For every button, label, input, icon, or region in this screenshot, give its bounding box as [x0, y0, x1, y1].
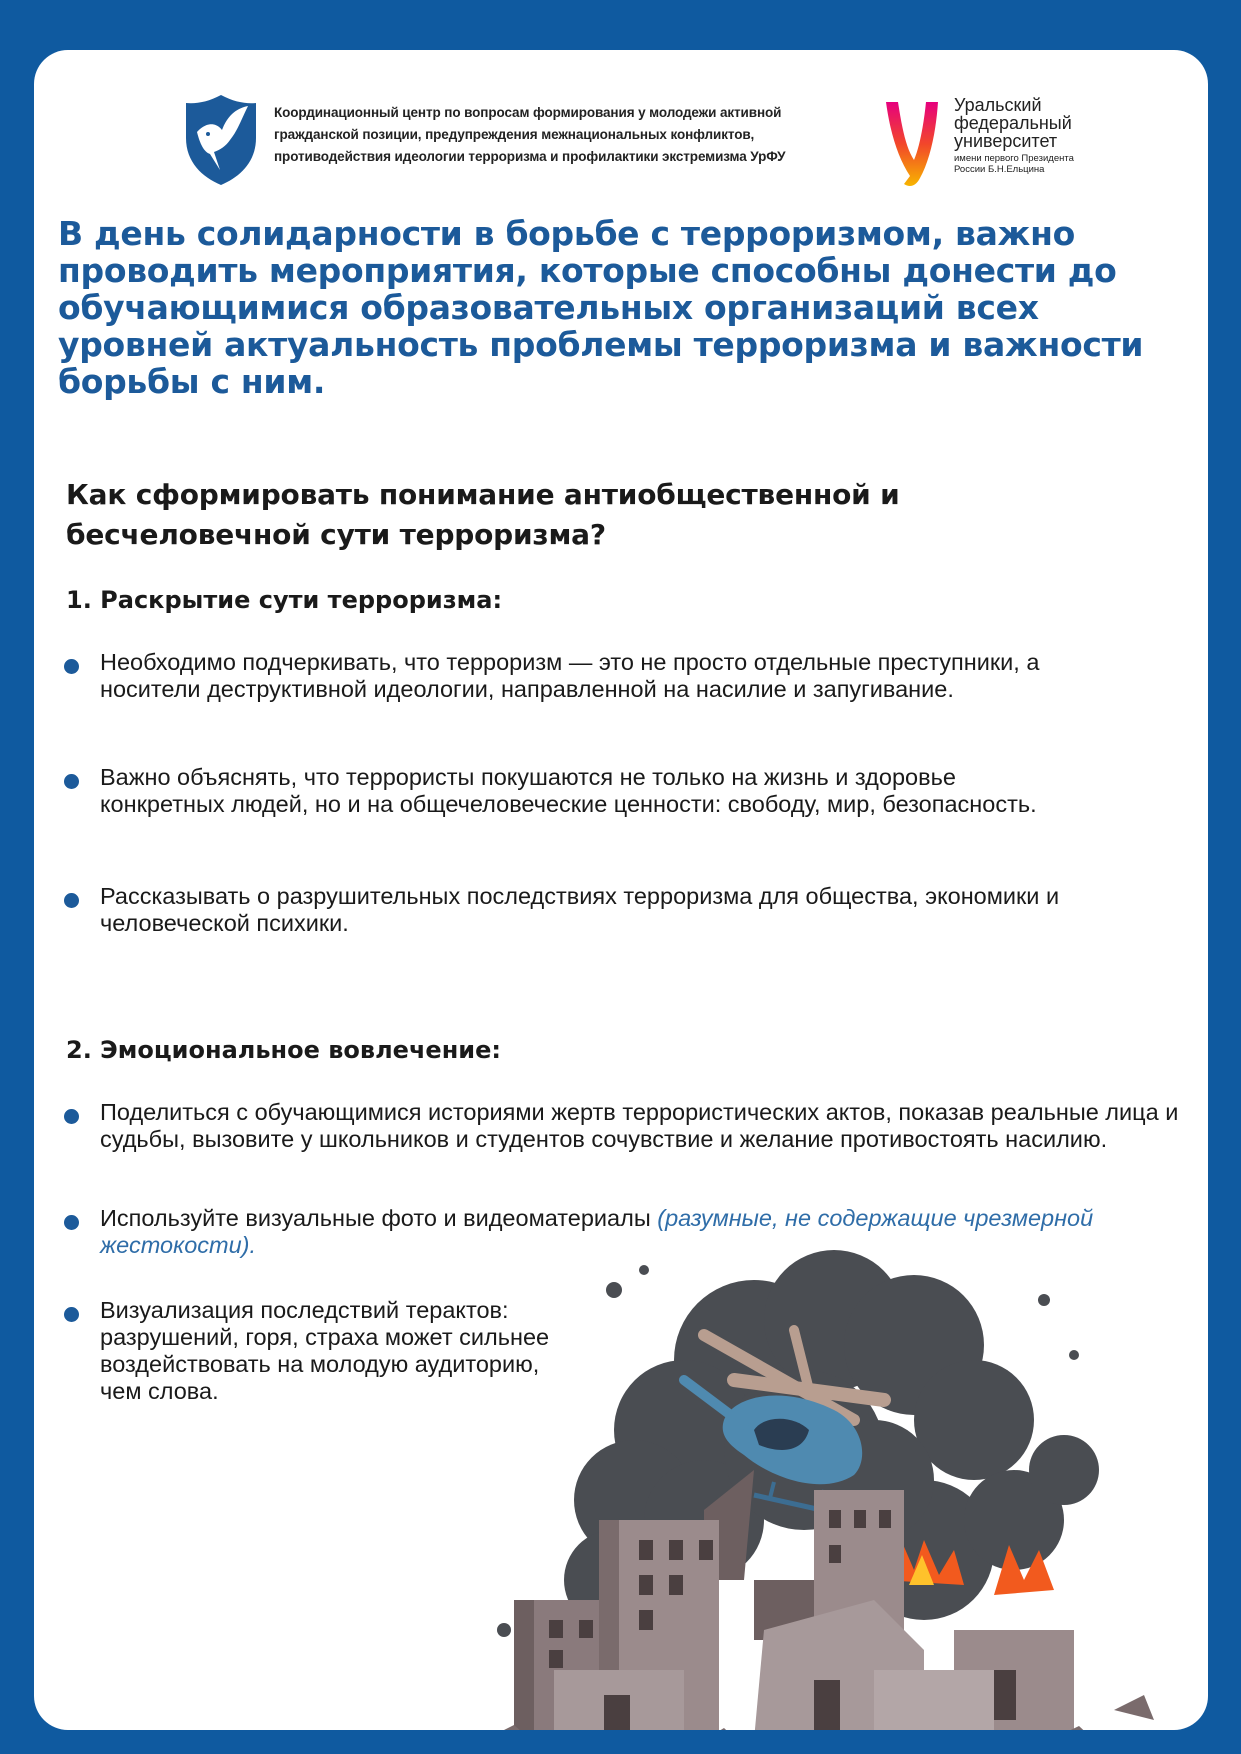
bullet-dot-icon [64, 659, 79, 674]
urfu-wordmark [954, 96, 1104, 175]
destroyed-city-illustration [454, 1250, 1208, 1730]
shield-dove-icon [182, 92, 260, 187]
center-name: Координационный центр по вопросам формирования у молодежи активной гражданской позиции, предупреждения межнациональных конфликтов, противодействия идеологии терроризма и профилактики экстремизма УрФУ [274, 105, 786, 164]
list-item-text: Визуализация последствий терактов: разрушений, горя, страха может сильнее воздействовать на молодую аудиторию, чем слова. [100, 1297, 550, 1404]
urfu-name: Уральский федеральный университет [954, 95, 1072, 151]
list-item-text: Рассказывать о разрушительных последствиях терроризма для общества, экономики и человеческой психики. [100, 883, 1060, 936]
list-item-note: (разумные, не содержащие чрезмерной жестокости). [100, 1205, 1094, 1258]
list-item-text: Важно объяснять, что террористы покушаются не только на жизнь и здоровье конкретных людей, но и на общечеловеческие ценности: свободу, мир, безопасность. [100, 764, 1037, 817]
header [182, 92, 1102, 192]
list-item [64, 1099, 1179, 1153]
bullet-dot-icon [64, 1109, 79, 1124]
headline: В день солидарности в борьбе с терроризмом, важно проводить мероприятия, которые способны донести до обучающимися образовательных организаций всех уровней актуальность проблемы терроризма и важности борьбы с ним. [58, 214, 1144, 401]
bullet-dot-icon [64, 893, 79, 908]
list-item-text: Поделиться с обучающимися историями жертв террористических актов, показав реальные лица и судьбы, вызовите у школьников и студентов сочувствие и желание противостоять насилию. [100, 1099, 1179, 1152]
urfu-u-logo-icon [884, 98, 942, 188]
poster-card [34, 50, 1208, 1730]
section-1-title: 1. Раскрытие сути терроризма: [66, 586, 503, 614]
bullet-dot-icon [64, 1307, 79, 1322]
bullet-dot-icon [64, 1215, 79, 1230]
list-item-text: Необходимо подчеркивать, что терроризм — это не просто отдельные преступники, а носители деструктивной идеологии, направленной на насилие и запугивание. [100, 649, 1040, 702]
urfu-subtitle: имени первого Президента России Б.Н.Ельцина [954, 153, 1074, 175]
section-2-title: 2. Эмоциональное вовлечение: [66, 1036, 501, 1064]
list-item [64, 883, 1124, 937]
list-item [64, 764, 1064, 818]
list-item [64, 649, 1064, 703]
bullet-dot-icon [64, 774, 79, 789]
question-heading: Как сформировать понимание антиобщественной и бесчеловечной сути терроризма? [66, 478, 900, 551]
list-item-main: Используйте визуальные фото и видеоматериалы [100, 1205, 651, 1231]
